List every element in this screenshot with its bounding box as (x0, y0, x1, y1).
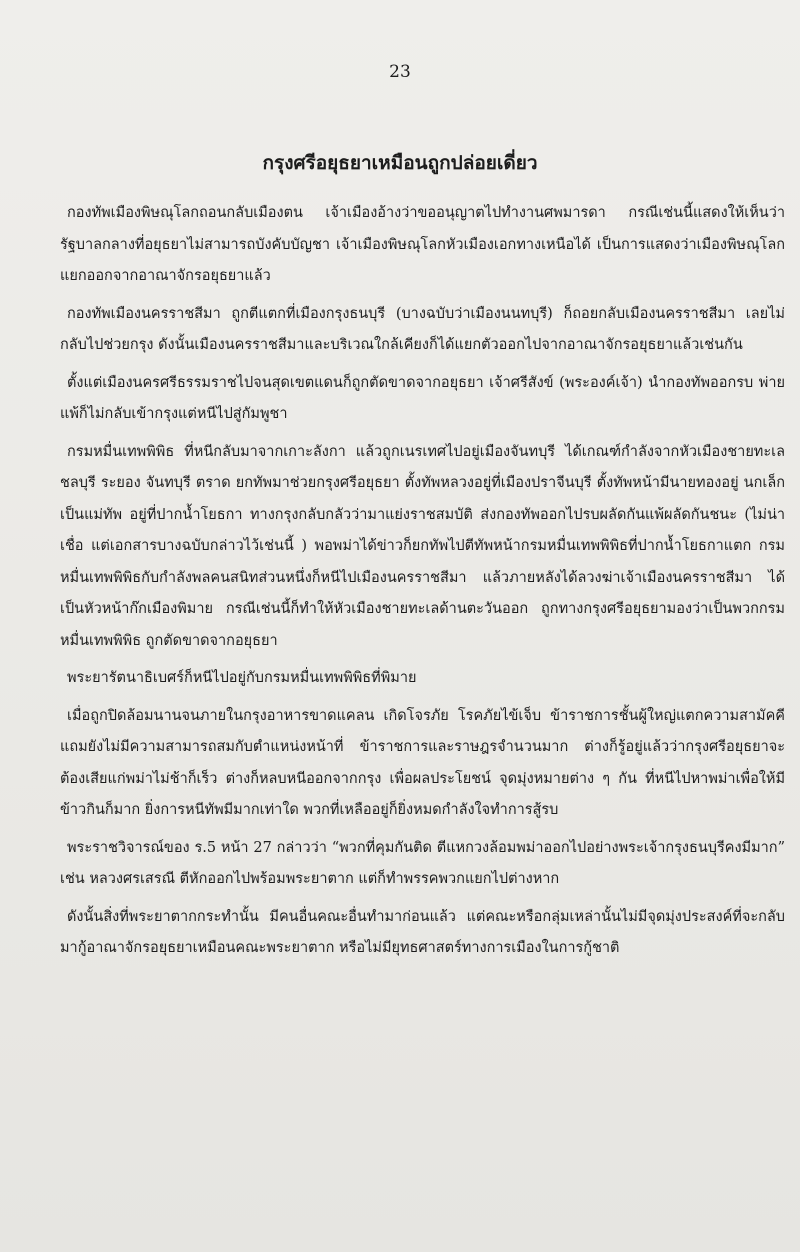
page-number: 23 (389, 62, 411, 82)
paragraph: ดังนั้นสิ่งที่พระยาตากกระทำนั้น มีคนอื่นคณะอื่นทำมาก่อนแล้ว แต่คณะหรือกลุ่มเหล่านั้นไม่มีจุดมุ่งประสงค์ที่จะกลับมากู้อาณาจักรอยุธยาเหมือนคณะพระยาตาก หรือไม่มียุทธศาสตร์ทางการเมืองในการกู้ชาติ (60, 908, 785, 956)
paragraph: กองทัพเมืองพิษณุโลกถอนกลับเมืองตน เจ้าเมืองอ้างว่าขออนุญาตไปทำงานศพมารดา กรณีเช่นนี้แสดงให้เห็นว่ารัฐบาลกลางที่อยุธยาไม่สามารถบังคับบัญชา เจ้าเมืองพิษณุโลกหัวเมืองเอกทางเหนือได้ เป็นการแสดงว่าเมืองพิษณุโลกแยกออกจากอาณาจักรอยุธยาแล้ว (60, 205, 785, 284)
body-text (60, 198, 785, 971)
paragraph: กองทัพเมืองนครราชสีมา ถูกตีแตกที่เมืองกรุงธนบุรี (บางฉบับว่าเมืองนนทบุรี) ก็ถอยกลับเมืองนครราชสีมา เลยไม่กลับไปช่วยกรุง ดังนั้นเมืองนครราชสีมาและบริเวณใกล้เคียงก็ได้แยกตัวออกไปจากอาณาจักรอยุธยาแล้วเช่นกัน (60, 305, 785, 353)
paragraph: พระราชวิจารณ์ของ ร.5 หน้า 27 กล่าวว่า “พวกที่คุมกันติด ตีแหกวงล้อมพม่าออกไปอย่างพระเจ้ากรุงธนบุรีคงมีมาก” เช่น หลวงศรเสรณี ตีหักออกไปพร้อมพระยาตาก แต่ก็ทำพรรคพวกแยกไปต่างหาก (60, 839, 785, 887)
paragraph: พระยารัตนาธิเบศร์ก็หนีไปอยู่กับกรมหมื่นเทพพิพิธที่พิมาย (67, 670, 417, 686)
paragraph: กรมหมื่นเทพพิพิธ ที่หนีกลับมาจากเกาะลังกา แล้วถูกเนรเทศไปอยู่เมืองจันทบุรี ได้เกณฑ์กำลังจากหัวเมืองชายทะเล ชลบุรี ระยอง จันทบุรี ตราด ยกทัพมาช่วยกรุงศรีอยุธยา ตั้งทัพหลวงอยู่ที่เมืองปราจีนบุรี ตั้งทัพหน้ามีนายทองอยู่ นกเล็กเป็นแม่ทัพ อยู่ที่ปากน้ำโยธกา ทางกรุงกลับกลัวว่ามาแย่งราชสมบัติ ส่งกองทัพออกไปรบผลัดกันแพ้ผลัดกันชนะ (ไม่น่าเชื่อ แต่เอกสารบางฉบับกล่าวไว้เช่นนี้ ) พอพม่าได้ข่าวก็ยกทัพไปตีทัพหน้ากรมหมื่นเทพพิพิธที่ปากน้ำโยธกาแตก กรมหมื่นเทพพิพิธกับกำลังพลคนสนิทส่วนหนึ่งก็หนีไปเมืองนครราชสีมา แล้วภายหลังได้ลวงฆ่าเจ้าเมืองนครราชสีมา ได้เป็นหัวหน้าก๊กเมืองพิมาย กรณีเช่นนี้ก็ทำให้หัวเมืองชายทะเลด้านตะวันออก ถูกทางกรุงศรีอยุธยามองว่าเป็นพวกกรมหมื่นเทพพิพิธ ถูกตัดขาดจากอยุธยา (60, 443, 785, 649)
paragraph: ตั้งแต่เมืองนครศรีธรรมราชไปจนสุดเขตแดนก็ถูกตัดขาดจากอยุธยา เจ้าศรีสังข์ (พระองค์เจ้า) นำกองทัพออกรบ พ่ายแพ้ก็ไม่กลับเข้ากรุงแต่หนีไปสู่กัมพูชา (60, 374, 785, 422)
page-title: กรุงศรีอยุธยาเหมือนถูกปล่อยเดี่ยว (262, 152, 538, 174)
paragraph: เมื่อถูกปิดล้อมนานจนภายในกรุงอาหารขาดแคลน เกิดโจรภัย โรคภัยไข้เจ็บ ข้าราชการชั้นผู้ใหญ่แตกความสามัคคี แถมยังไม่มีความสามารถสมกับตำแหน่งหน้าที่ ข้าราชการและราษฎรจำนวนมาก ต่างก็รู้อยู่แล้วว่ากรุงศรีอยุธยาจะต้องเสียแก่พม่าไม่ช้าก็เร็ว ต่างก็หลบหนีออกจากกรุง เพื่อผลประโยชน์ จุดมุ่งหมายต่าง ๆ กัน ที่หนีไปหาพม่าเพื่อให้มีข้าวกินก็มาก ยิ่งการหนีทัพมีมากเท่าใด พวกที่เหลืออยู่ก็ยิ่งหมดกำลังใจทำการสู้รบ (60, 707, 785, 818)
